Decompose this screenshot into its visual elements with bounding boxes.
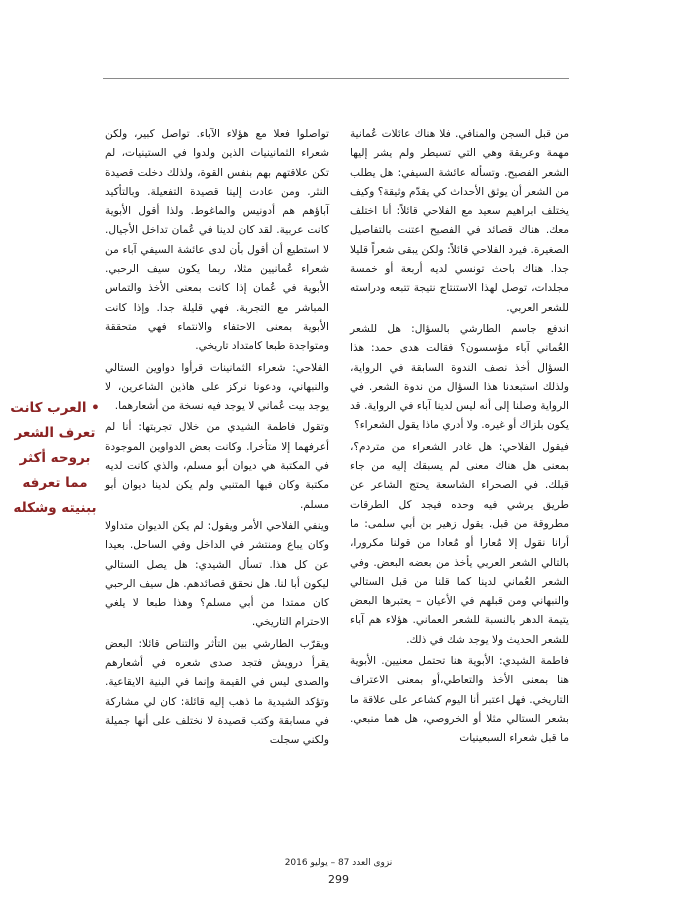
paragraph: الفلاحي: شعراء الثمانينات قرأوا دواوين الستالي والنبهاني، ودعونا نركز على هاذين الشاعرين، لا يوجد بيت عُماني لا يوجد فيه نسخة من أشعارهما. <box>105 361 329 413</box>
pull-quote-text: العرب كانت تعرف الشعر بروحه أكثر مما تعرفه ببنيته وشكله <box>10 400 97 516</box>
paragraph: ويقرّب الطارشي بين التأثر والتناص قائلا: البعض يقرأ درويش فتجد صدى شعره في أشعارهم والصدى ليس في القيمة وإنما في البنية الايقاعية. وتؤكد الشيدية ما ذهب إليه قائلة: كان لي مشاركة في مسابقة وكتب قصيدة لا نختلف على أنها جميلة ولكني سجلت <box>105 637 329 747</box>
page-number: 299 <box>328 873 349 886</box>
paragraph: من قبل السجن والمنافي. فلا هناك عائلات عُمانية مهمة وعريقة وهي التي تسيطر ولم يشر إليها الشعر الفصيح. وتسأله عائشة السيفي: هل يطلب من الشعر أن يوثق الأحداث كي يقدّم وثيقة؟ وكيف يختلف ابراهيم سعيد مع الفلاحي قائلاً: أنا اختلف معك. هناك قصائد في الفصيح اعتنت بالتفاصيل الصغيرة. فيرد الفلاحي قائلاً: ولكن يبقى شعراً قليلا جدا. هناك باحث تونسي لديه أربعة أو خمسة مجلدات، توصل لهذا الاستنتاج نتيجة تتبعه ودراسته للشعر العربي. <box>350 128 569 314</box>
paragraph: وتقول فاطمة الشيدي من خلال تجربتها: أنا لم أعرفهما إلا متأخرا. وكانت بعض الدواوين الموجودة في المكتبة هي ديوان أبو مسلم، والذي كانت لديه مكتبة وكان فيها المتنبي ولم يكن لدينا ديوان أبو مسلم. <box>105 421 329 511</box>
paragraph: فاطمة الشيدي: الأبوية هنا تحتمل معنيين. الأبوية هنا بمعنى الأخذ والتعاطي،أو بمعنى الاعتراف التاريخي. فهل اعتبر أنا اليوم كشاعر على علاقة ما بشعر الستالي مثلا أو الخروصي، هل هما منبعي. ما قبل شعراء السبعينيات <box>350 655 569 745</box>
issue-line: نزوى العدد 87 – يوليو 2016 <box>284 858 393 868</box>
paragraph: اندفع جاسم الطارشي بالسؤال: هل للشعر العُماني آباء مؤسسون؟ فقالت هدى حمد: هذا السؤال أخذ نصف الندوة السابقة في الرواية، ولذلك استبعدنا هذا السؤال من ندوة الشعر. في الرواية وصلنا إلى أنه ليس لدينا آباء في الرواية. قد يكون بلزاك أو غيره. ولا أدري ماذا يقول الشعراء؟ <box>350 322 569 432</box>
paragraph: وينفي الفلاحي الأمر ويقول: لم يكن الديوان متداولا وكان يباع ومنتشر في الداخل وفي الساحل. بعيدا عن كل هذا. تسأل الشيدي: هل يصل الستالي ليكون أبا لنا. هل نحقق قصائدهم. هل سيف الرحبي كان ممتدا من أبي مسلم؟ وهذا طبعا لا يلغي الاحترام التاريخي. <box>105 519 329 629</box>
paragraph: تواصلوا فعلا مع هؤلاء الآباء. تواصل كبير، ولكن شعراء الثمانينيات الذين ولدوا في الستينيات، لم تكن علاقتهم بهم بنفس القوة، ولذلك دخلت قصيدة النثر. ومن عادت إلينا قصيدة التفعيلة. وبالتأكيد آباؤهم هم أدونيس والماغوط. ولذا أقول الأبوية كانت عربية. لقد كان لدينا في عُمان تداخل الأجيال. لا استطيع أن أقول بأن لدى عائشة السيفي آباء من شعراء عُمانيين مثلا، ربما يكون سيف الرحبي. الأبوية في عُمان إذا كانت بمعنى الأخذ والتماس المباشر مع التجربة. فهي قليلة جدا. وإذا كانت الأبوية بمعنى الاحتفاء والانتماء فهي متحققة ومتواجدة طبعا كامتداد تاريخي. <box>105 128 329 353</box>
pull-quote <box>10 396 100 521</box>
article-column-right <box>350 125 569 751</box>
article-column-left <box>105 125 329 753</box>
paragraph: فيقول الفلاحي: هل غادر الشعراء من متردم؟، بمعنى هل هناك معنى لم يسبقك إليه من جاء قبلك. في الصحراء الشاسعة يحتج الشاعر عن طريق يرشي فيه وحده فيجد كل الطرقات مطروقة من قبل. يقول زهير بن أبي سلمى: ما أرانا نقول إلا مُعارا أو مُعادا من قولنا مكرورا، بالتالي الشعر العربي يأخذ من بعضه البعض. وفي الشعر العُماني لدينا كما قلنا من قبل الستالي والنبهاني ومن قبلهم في الأعيان – يعتبرها البعض يتيمة الدهر بالنسبة للشعر العماني. هؤلاء هم آباء للشعر الحديث ولا يوجد شك في ذلك. <box>350 440 569 646</box>
top-divider <box>103 78 569 79</box>
bullet-icon: • <box>91 400 100 416</box>
